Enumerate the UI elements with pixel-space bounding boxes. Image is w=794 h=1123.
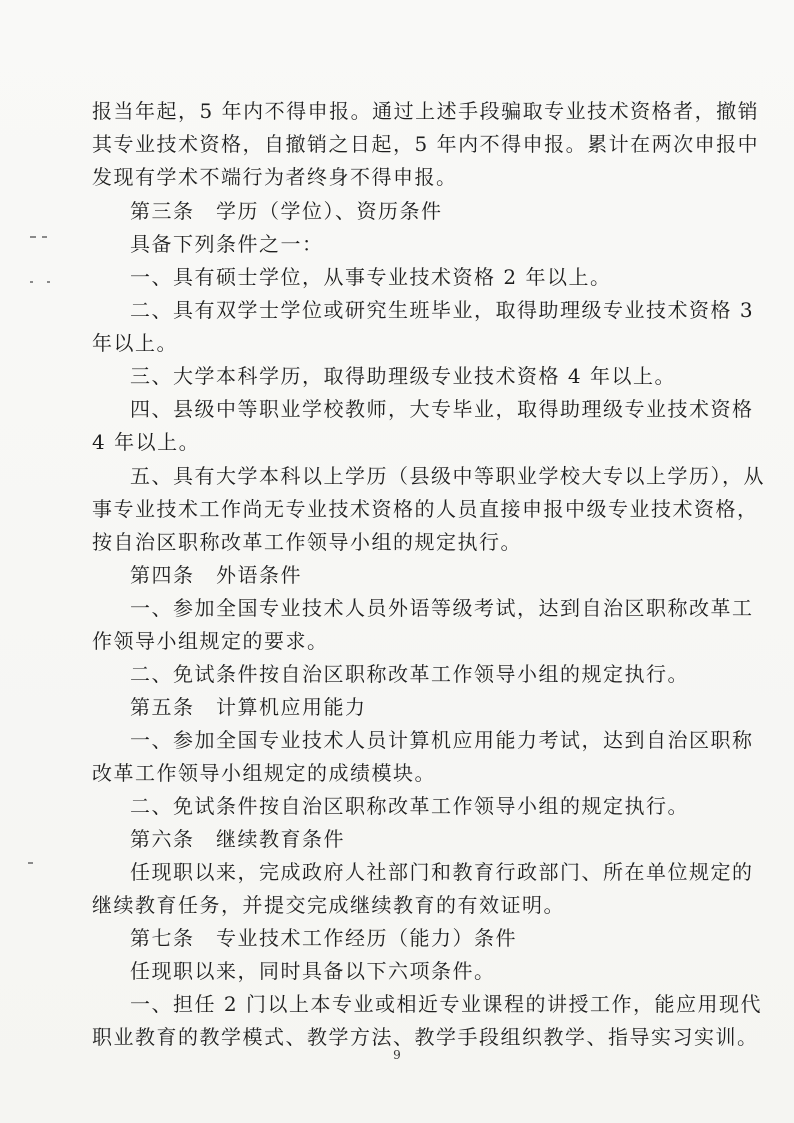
scan-mark	[28, 862, 33, 864]
body-line: 任现职以来，同时具备以下六项条件。	[130, 959, 496, 983]
body-line: 其专业技术资格，自撤销之日起，5 年内不得申报。累计在两次申报中	[92, 132, 760, 156]
body-line: 职业教育的教学模式、教学方法、教学手段组织教学、指导实习实训。	[92, 1025, 759, 1049]
body-line: 改革工作领导小组规定的成绩模块。	[92, 761, 436, 785]
body-line: 4 年以上。	[92, 430, 201, 454]
scan-mark	[47, 281, 50, 283]
article-heading: 第六条 继续教育条件	[130, 827, 345, 851]
body-line: 四、县级中等职业学校教师，大专毕业，取得助理级专业技术资格	[130, 397, 754, 421]
body-line: 一、担任 2 门以上本专业或相近专业课程的讲授工作，能应用现代	[130, 992, 762, 1016]
body-line: 事专业技术工作尚无专业技术资格的人员直接申报中级专业技术资格，	[92, 497, 759, 521]
article-heading: 第七条 专业技术工作经历（能力）条件	[130, 926, 517, 950]
body-line: 二、免试条件按自治区职称改革工作领导小组的规定执行。	[130, 662, 689, 686]
body-line: 一、参加全国专业技术人员外语等级考试，达到自治区职称改革工	[130, 596, 754, 620]
body-line: 报当年起，5 年内不得申报。通过上述手段骗取专业技术资格者，撤销	[92, 99, 760, 123]
article-heading: 第五条 计算机应用能力	[130, 695, 367, 719]
scan-mark	[42, 236, 47, 238]
body-line: 一、具有硕士学位，从事专业技术资格 2 年以上。	[130, 265, 612, 289]
body-line: 二、免试条件按自治区职称改革工作领导小组的规定执行。	[130, 794, 689, 818]
page-number: 9	[393, 1048, 401, 1062]
body-line: 发现有学术不端行为者终身不得申报。	[92, 165, 458, 189]
body-line: 五、具有大学本科以上学历（县级中等职业学校大专以上学历），从	[130, 464, 765, 488]
body-line: 三、大学本科学历，取得助理级专业技术资格 4 年以上。	[130, 364, 676, 388]
body-line: 年以上。	[92, 331, 178, 355]
scan-mark	[30, 281, 33, 283]
body-line: 一、参加全国专业技术人员计算机应用能力考试，达到自治区职称	[130, 728, 754, 752]
scan-mark	[30, 236, 36, 238]
body-line: 按自治区职称改革工作领导小组的规定执行。	[92, 530, 522, 554]
body-line: 作领导小组规定的要求。	[92, 629, 329, 653]
body-line: 具备下列条件之一：	[130, 232, 324, 256]
body-line: 二、具有双学士学位或研究生班毕业，取得助理级专业技术资格 3	[130, 298, 755, 322]
body-line: 继续教育任务，并提交完成继续教育的有效证明。	[92, 893, 565, 917]
article-heading: 第四条 外语条件	[130, 563, 302, 587]
article-heading: 第三条 学历（学位）、资历条件	[130, 199, 443, 223]
body-line: 任现职以来，完成政府人社部门和教育行政部门、所在单位规定的	[130, 860, 754, 884]
